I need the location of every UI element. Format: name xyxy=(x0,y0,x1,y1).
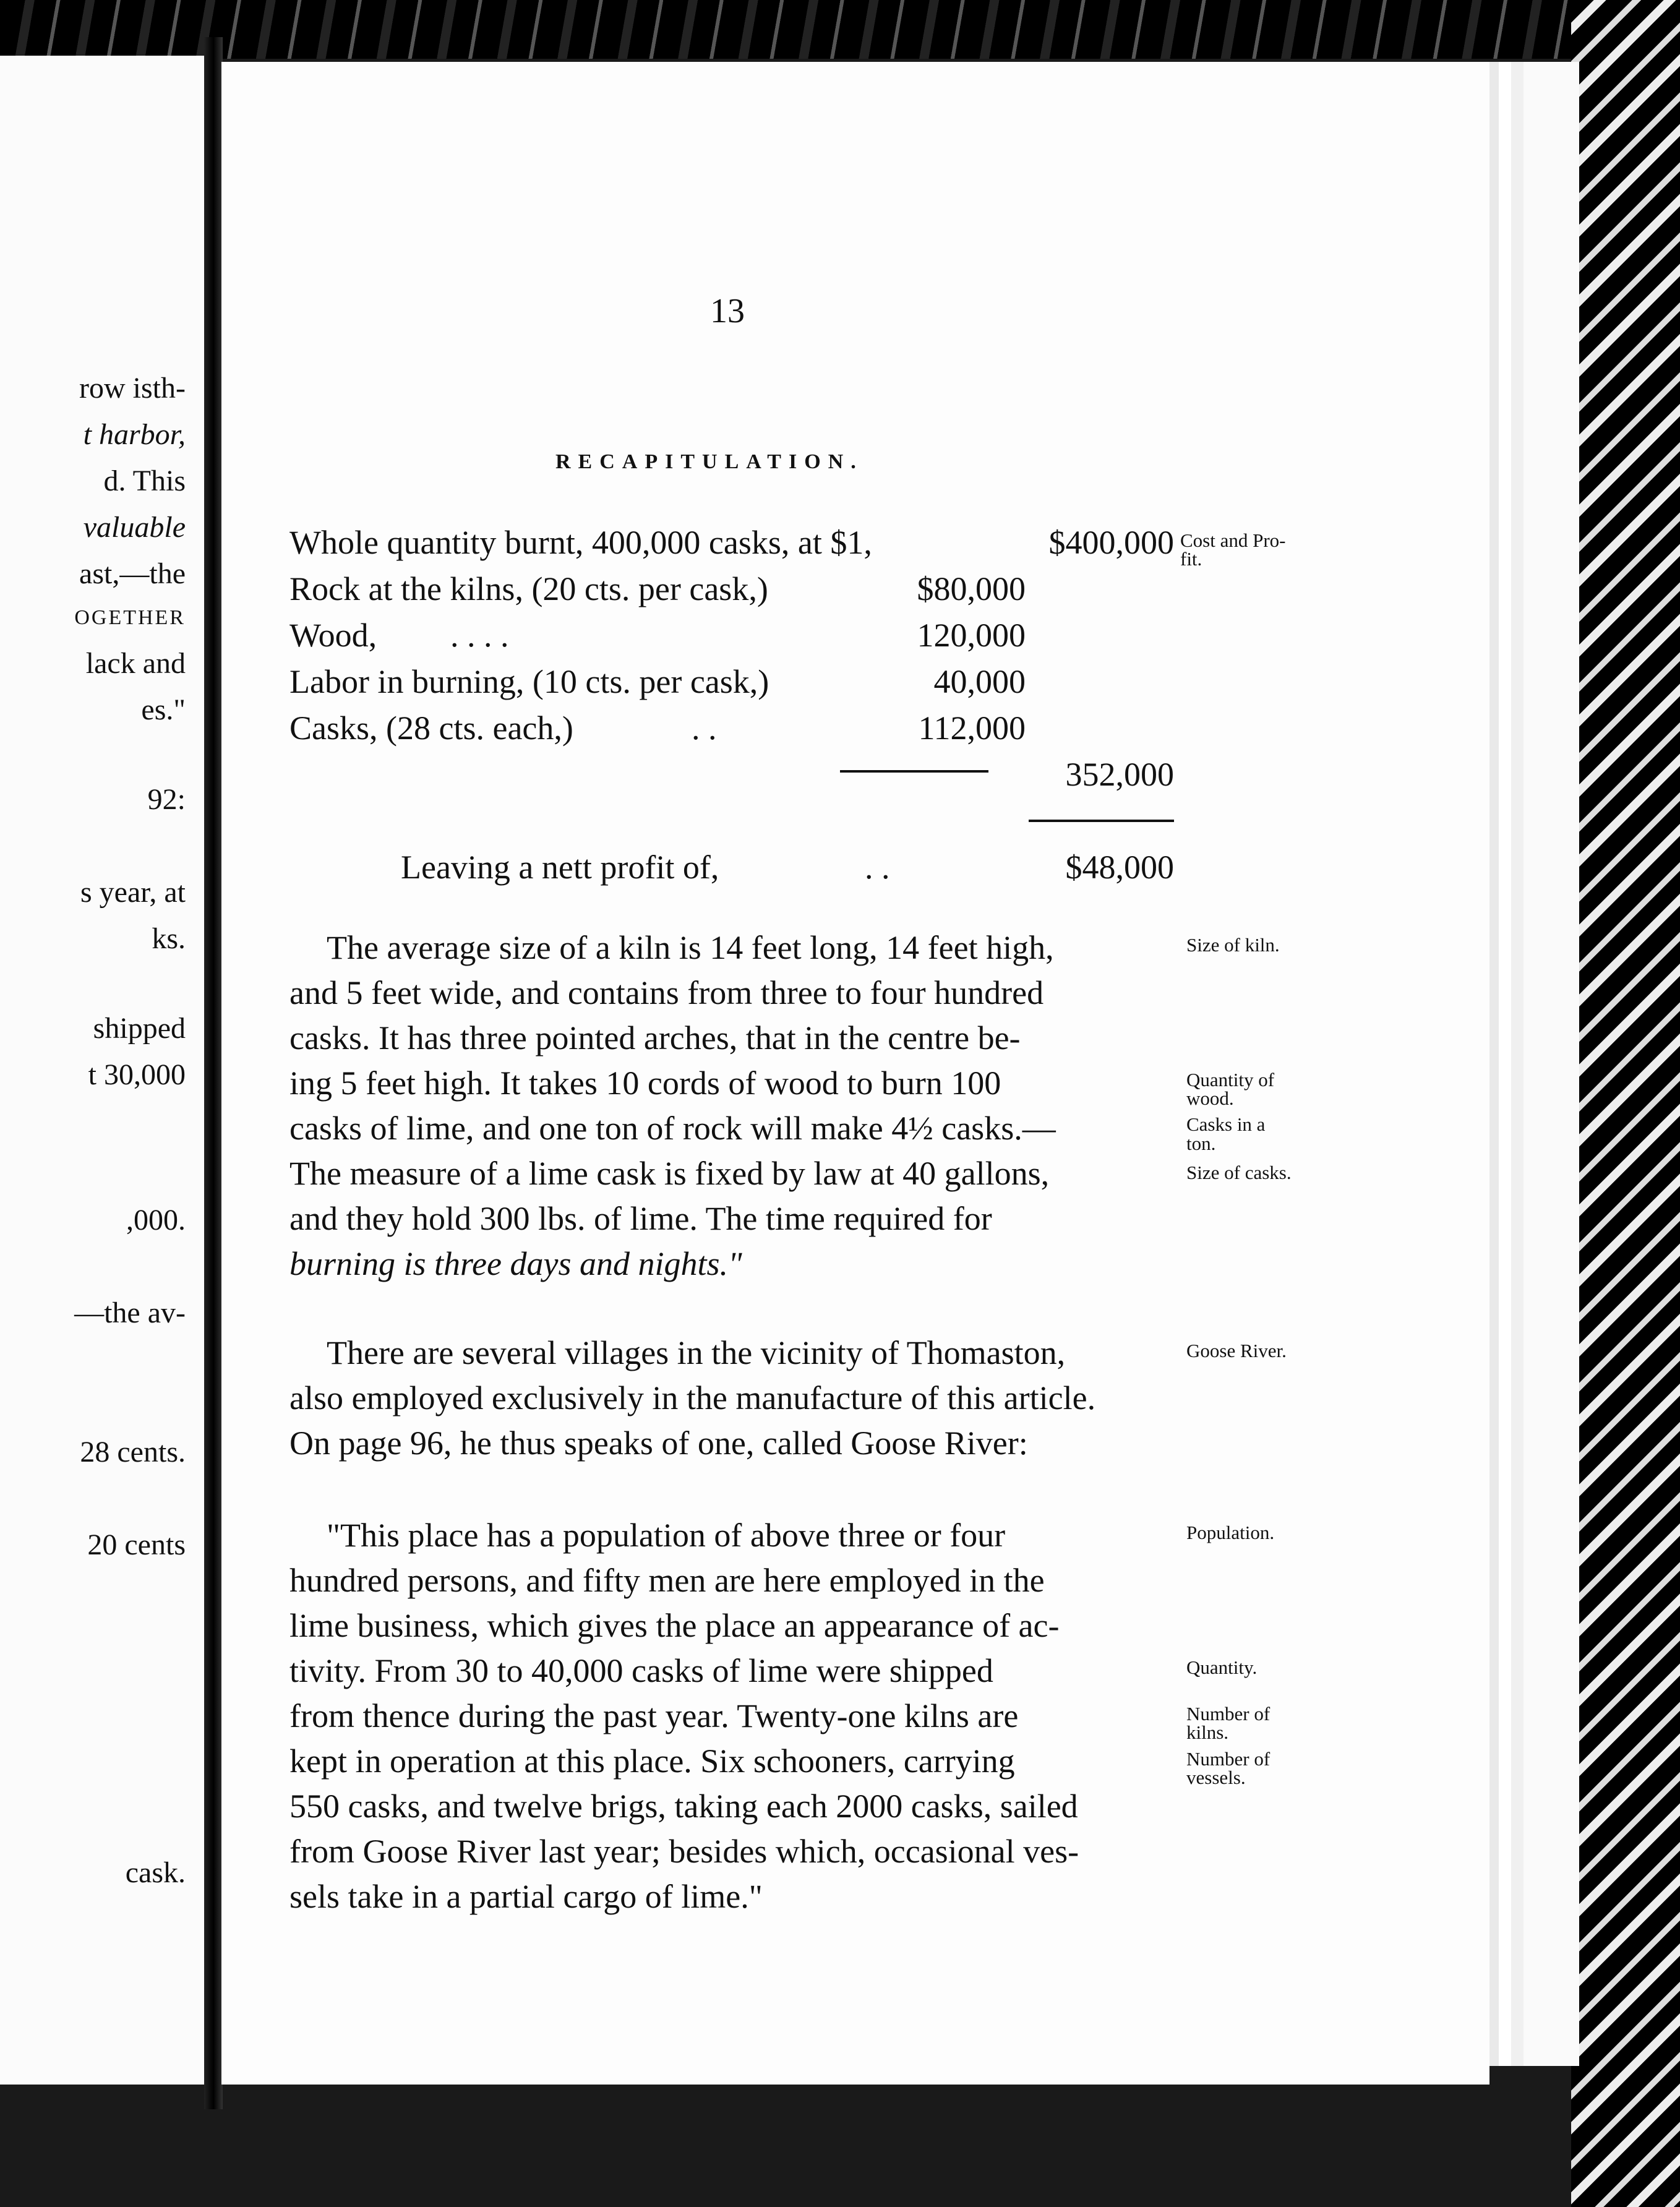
left-line: valuable xyxy=(83,511,186,544)
text-line: also employed exclusively in the manufacture of this article. xyxy=(289,1379,1096,1416)
left-line: es." xyxy=(141,693,186,726)
left-line: row isth- xyxy=(79,372,186,405)
left-line: ks. xyxy=(152,922,186,955)
sidenote-cost: Cost and Pro- xyxy=(1180,529,1286,551)
sidenote-size-kiln: Size of kiln. xyxy=(1186,934,1280,956)
sidenote-num-vessels: Number of xyxy=(1186,1748,1271,1770)
left-facing-page xyxy=(0,56,204,2085)
left-line: ast,—the xyxy=(79,557,186,590)
text-line: kept in operation at this place. Six schooners, carrying xyxy=(289,1742,1015,1780)
text-line: ing 5 feet high. It takes 10 cords of wood to burn 100 xyxy=(289,1065,1001,1102)
left-line: s year, at xyxy=(80,876,186,909)
text-line: from Goose River last year; besides which, occasional ves- xyxy=(289,1833,1079,1870)
text-line: The average size of a kiln is 14 feet long, 14 feet high, xyxy=(327,929,1054,966)
subtotal-rule xyxy=(840,770,988,773)
text-line: 550 casks, and twelve brigs, taking each 2000 casks, sailed xyxy=(289,1788,1078,1825)
text-line: tivity. From 30 to 40,000 casks of lime were shipped xyxy=(289,1652,993,1689)
left-line: lack and xyxy=(85,647,186,680)
text-line: sels take in a partial cargo of lime." xyxy=(289,1878,763,1915)
right-page xyxy=(221,62,1489,2085)
sidenote-num-kilns: Number of xyxy=(1186,1703,1271,1725)
sidenote-num-kilns-2: kilns. xyxy=(1186,1721,1229,1743)
sidenote-size-casks: Size of casks. xyxy=(1186,1162,1292,1183)
page-number: 13 xyxy=(710,292,745,330)
sidenote-quantity: Quantity. xyxy=(1186,1656,1258,1678)
left-line: 92: xyxy=(147,783,186,816)
sidenote-casks-ton-2: ton. xyxy=(1186,1133,1216,1154)
text-line: There are several villages in the vicinity of Thomaston, xyxy=(327,1334,1066,1371)
section-heading: RECAPITULATION. xyxy=(555,450,864,473)
text-line: and they hold 300 lbs. of lime. The time required for xyxy=(289,1200,992,1237)
sidenote-num-vessels-2: vessels. xyxy=(1186,1767,1246,1788)
left-line: —the av- xyxy=(74,1296,186,1329)
text-line: casks of lime, and one ton of rock will make 4½ casks.— xyxy=(289,1110,1056,1147)
recap-whole-label: Whole quantity burnt, 400,000 casks, at $1, xyxy=(289,524,872,561)
left-line: shipped xyxy=(93,1012,186,1045)
marbled-endpaper-right xyxy=(1571,0,1680,2207)
left-line: OGETHER xyxy=(74,606,186,629)
text-line: The measure of a lime cask is fixed by law at 40 gallons, xyxy=(289,1155,1050,1192)
recap-subtotal: 352,000 xyxy=(1065,756,1174,793)
sidenote-casks-ton: Casks in a xyxy=(1186,1113,1266,1135)
recap-row-label: Casks, (28 cts. each,) xyxy=(289,709,573,747)
text-line: On page 96, he thus speaks of one, called Goose River: xyxy=(289,1425,1028,1462)
left-line: d. This xyxy=(103,465,186,497)
profit-dots: . . xyxy=(865,849,890,886)
profit-value: $48,000 xyxy=(1065,849,1174,886)
text-line: and 5 feet wide, and contains from three to four hundred xyxy=(289,974,1044,1011)
text-line: "This place has a population of above three or four xyxy=(327,1517,1006,1554)
recap-row-amount: 112,000 xyxy=(918,709,1026,747)
recap-row-amount: 40,000 xyxy=(933,663,1026,700)
text-line: burning is three days and nights." xyxy=(289,1245,742,1282)
left-line: 20 cents xyxy=(87,1528,186,1561)
recap-row-dots: . . . . xyxy=(450,617,509,654)
page-edges xyxy=(1485,62,1579,2066)
recap-row-amount: $80,000 xyxy=(917,570,1026,607)
text-line: hundred persons, and fifty men are here employed in the xyxy=(289,1562,1045,1599)
text-line: from thence during the past year. Twenty-one kilns are xyxy=(289,1697,1019,1734)
profit-label: Leaving a nett profit of, xyxy=(401,849,719,886)
recap-row-label: Labor in burning, (10 cts. per cask,) xyxy=(289,663,769,700)
text-line: casks. It has three pointed arches, that in the centre be- xyxy=(289,1019,1021,1056)
sidenote-qty-wood: Quantity of xyxy=(1186,1069,1275,1091)
recap-row-amount: 120,000 xyxy=(917,617,1026,654)
text-line: lime business, which gives the place an appearance of ac- xyxy=(289,1607,1060,1644)
recap-row-label: Rock at the kilns, (20 cts. per cask,) xyxy=(289,570,768,607)
left-line: ,000. xyxy=(126,1204,186,1236)
left-line: t 30,000 xyxy=(88,1058,186,1091)
left-line: 28 cents. xyxy=(80,1436,186,1468)
total-rule xyxy=(1029,820,1174,822)
left-line: cask. xyxy=(125,1856,186,1889)
sidenote-population: Population. xyxy=(1186,1522,1275,1543)
sidenote-goose: Goose River. xyxy=(1186,1340,1287,1361)
marbled-endpaper-top xyxy=(0,0,1680,59)
left-line: t harbor, xyxy=(83,418,186,451)
sidenote-cost-2: fit. xyxy=(1180,548,1202,570)
recap-row-dots: . . xyxy=(692,709,717,747)
recap-row-label: Wood, xyxy=(289,617,377,654)
recap-whole-total: $400,000 xyxy=(1048,524,1174,561)
sidenote-qty-wood-2: wood. xyxy=(1186,1087,1234,1109)
book-gutter xyxy=(204,37,223,2109)
